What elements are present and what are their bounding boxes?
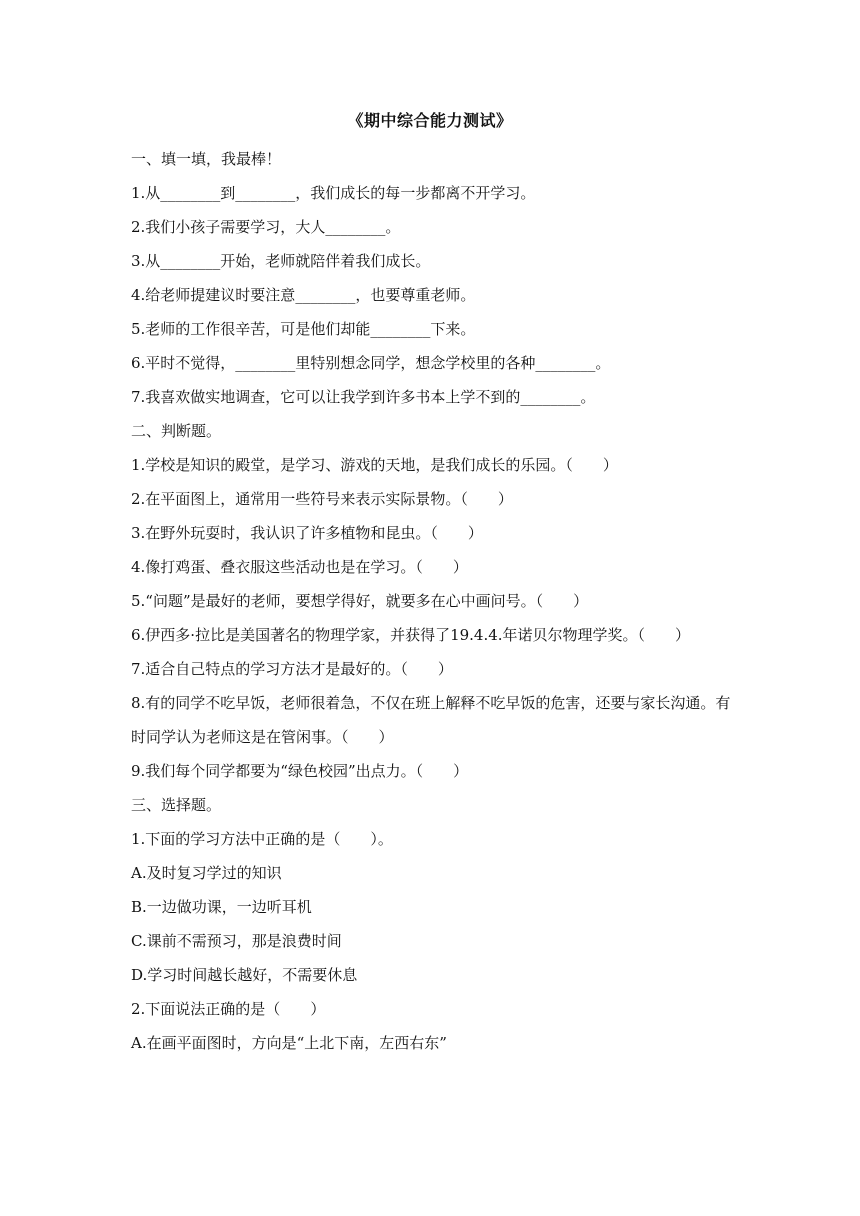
fill-question-1: 1.从________到________，我们成长的每一步都离不开学习。 xyxy=(131,184,536,202)
judge-question-3: 3.在野外玩耍时，我认识了许多植物和昆虫。（ ） xyxy=(131,524,483,542)
fill-question-5: 5.老师的工作很辛苦，可是他们却能________下来。 xyxy=(131,320,476,338)
section-heading-choice: 三、选择题。 xyxy=(131,796,222,814)
judge-question-2: 2.在平面图上，通常用一些符号来表示实际景物。（ ） xyxy=(131,490,513,508)
judge-question-4: 4.像打鸡蛋、叠衣服这些活动也是在学习。（ ） xyxy=(131,558,468,576)
document-body xyxy=(131,142,741,1060)
fill-question-7: 7.我喜欢做实地调查，它可以让我学到许多书本上学不到的________。 xyxy=(131,388,596,406)
choice-option: A.在画平面图时，方向是“上北下南，左西右东” xyxy=(131,1034,447,1052)
choice-option: A.及时复习学过的知识 xyxy=(131,864,282,882)
judge-question-7: 7.适合自己特点的学习方法才是最好的。（ ） xyxy=(131,660,453,678)
choice-question-2: 2.下面说法正确的是（ ） xyxy=(131,1000,326,1018)
document-title: 《期中综合能力测试》 xyxy=(347,111,513,130)
choice-question-1: 1.下面的学习方法中正确的是（ ）。 xyxy=(131,830,393,848)
judge-question-9: 9.我们每个同学都要为“绿色校园”出点力。（ ） xyxy=(131,762,469,780)
section-heading-true-false: 二、判断题。 xyxy=(131,422,222,440)
judge-question-1: 1.学校是知识的殿堂，是学习、游戏的天地，是我们成长的乐园。（ ） xyxy=(131,456,618,474)
choice-option: B.一边做功课，一边听耳机 xyxy=(131,898,312,916)
judge-question-5: 5.“问题”是最好的老师，要想学得好，就要多在心中画问号。（ ） xyxy=(131,592,589,610)
judge-question-8: 8.有的同学不吃早饭，老师很着急，不仅在班上解释不吃早饭的危害，还要与家长沟通。有时同学认为老师这是在管闲事。（ ） xyxy=(131,694,731,746)
choice-option: C.课前不需预习，那是浪费时间 xyxy=(131,932,342,950)
fill-question-4: 4.给老师提建议时要注意________，也要尊重老师。 xyxy=(131,286,476,304)
judge-question-6: 6.伊西多·拉比是美国著名的物理学家，并获得了19.4.4.年诺贝尔物理学奖。（ ） xyxy=(131,626,691,644)
section-heading-fill-in: 一、填一填，我最棒！ xyxy=(131,150,282,168)
fill-question-6: 6.平时不觉得，________里特别想念同学，想念学校里的各种________。 xyxy=(131,354,611,372)
fill-question-3: 3.从________开始，老师就陪伴着我们成长。 xyxy=(131,252,431,270)
choice-option: D.学习时间越长越好，不需要休息 xyxy=(131,966,358,984)
fill-question-2: 2.我们小孩子需要学习，大人________。 xyxy=(131,218,401,236)
